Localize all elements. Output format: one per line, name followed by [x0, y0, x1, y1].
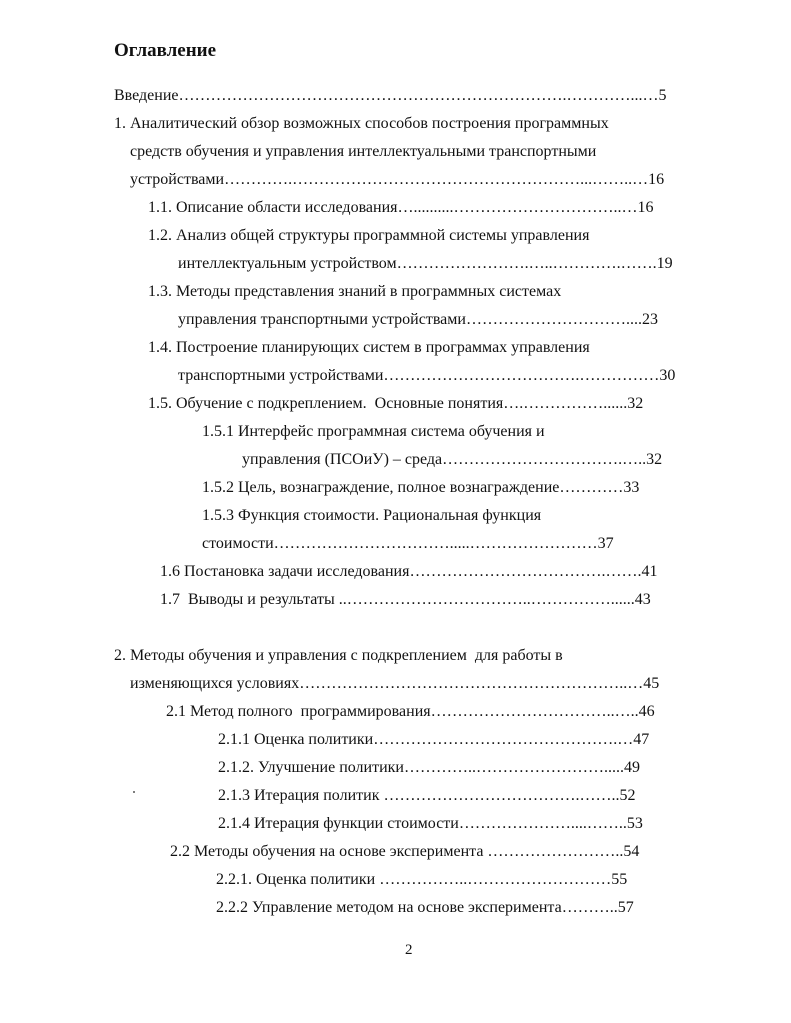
- toc-entry: 1.3. Методы представления знаний в программных системах: [148, 283, 562, 300]
- toc-entry: транспортными устройствами……………………………….……………30: [178, 367, 676, 384]
- toc-entry: 2.2.1. Оценка политики ……………..………………………55: [216, 871, 628, 888]
- toc-entry: Введение……………………………………………………………….…………...…5: [114, 87, 667, 104]
- toc-entry: средств обучения и управления интеллектуальными транспортными: [130, 143, 597, 160]
- toc-entry: 1.5. Обучение с подкреплением. Основные понятия….……………......32: [148, 395, 644, 412]
- toc-entry: 1.2. Анализ общей структуры программной системы управления: [148, 227, 590, 244]
- toc-entry: интеллектуальным устройством…………………….…..………….…….19: [178, 255, 673, 272]
- toc-entry: 2.1.1 Оценка политики……………………………………….…47: [218, 731, 650, 748]
- toc-entry: 1.5.3 Функция стоимости. Рациональная функция: [202, 507, 542, 524]
- toc-entry: 2.1.2. Улучшение политики…………..…………………….....49: [218, 759, 640, 776]
- toc-entry: управления транспортными устройствами…………………………....23: [178, 311, 658, 328]
- toc-entry: 1. Аналитический обзор возможных способов построения программных: [114, 115, 609, 132]
- toc-entry: 1.1. Описание области исследования…..........…………………………..…16: [148, 199, 654, 216]
- scan-speck: [133, 791, 135, 793]
- toc-entry: 2.1 Метод полного программирования……………………………..…..46: [166, 703, 655, 720]
- toc-entry: 1.5.2 Цель, вознаграждение, полное вознаграждение…………33: [202, 479, 640, 496]
- toc-entry: 1.5.1 Интерфейс программная система обучения и: [202, 423, 545, 440]
- toc-entry: 1.4. Построение планирующих систем в программах управления: [148, 339, 590, 356]
- toc-entry: стоимости…………………………….....……………………37: [202, 535, 614, 552]
- toc-entry: 2.1.4 Итерация функции стоимости…………………....……..53: [218, 815, 643, 832]
- toc-entry: 2.2.2 Управление методом на основе эксперимента………..57: [216, 899, 634, 916]
- toc-entry: устройствами………….………………………………………………...……..…16: [130, 171, 665, 188]
- toc-entry: 2.1.3 Итерация политик ……………………………….……..52: [218, 787, 636, 804]
- toc-entry: 2.2 Методы обучения на основе эксперимента ……………………..54: [170, 843, 640, 860]
- toc-entry: 1.6 Постановка задачи исследования……………………………….…….41: [160, 563, 658, 580]
- toc-entry: 2. Методы обучения и управления с подкреплением для работы в: [114, 647, 563, 664]
- toc-entry: изменяющихся условиях……………………………………………………..…45: [130, 675, 660, 692]
- toc-entry: управления (ПСОиУ) – среда…………………………….…..32: [242, 451, 663, 468]
- page-title: Оглавление: [114, 40, 217, 61]
- toc-entry: 1.7 Выводы и результаты ..……………………………..……………......43: [160, 591, 651, 608]
- page-number: 2: [405, 942, 413, 958]
